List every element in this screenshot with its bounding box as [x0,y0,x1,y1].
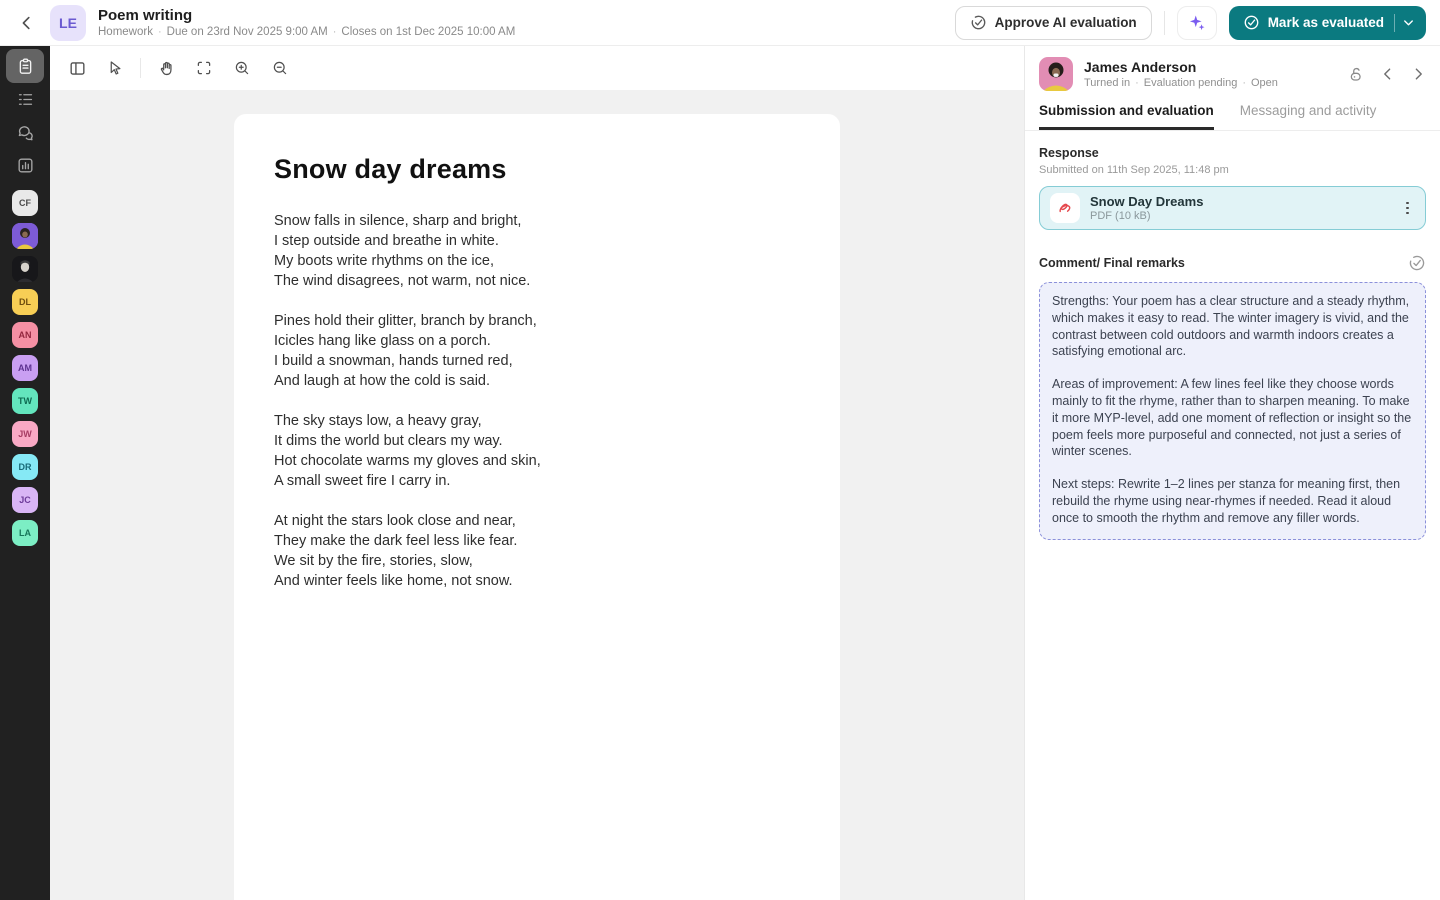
comment-paragraph-improvement: Areas of improvement: A few lines feel like they choose words mainly to fit the rhyme, rather than to sharpen meaning. To make it more MYP-level, add one moment of reflection or insight so the poem feels more purposeful and connected, not just a series of winter scenes. [1052,377,1412,459]
response-heading: Response [1039,146,1099,160]
sidebar-item-analytics[interactable] [6,149,44,182]
student-actions [1347,65,1426,84]
back-button[interactable] [14,10,40,36]
status-open: Open [1250,77,1278,89]
student-avatar[interactable]: DL [12,289,38,315]
person-photo-icon [12,256,38,282]
file-meta: PDF (10 kB) [1090,210,1151,222]
sidebar-item-messages[interactable] [6,116,44,149]
next-student-button[interactable] [1410,66,1426,82]
approve-button-label: Approve AI evaluation [994,15,1137,30]
clipboard-icon [16,57,35,76]
mark-button-label: Mark as evaluated [1267,15,1384,30]
document-viewer [50,46,1024,900]
poem-line: And winter feels like home, not snow. [274,573,513,589]
zoom-in-button[interactable] [225,51,259,85]
student-avatar-list [12,190,38,546]
check-circle-icon [1243,14,1260,31]
assignment-subtitle [98,26,515,38]
fit-screen-button[interactable] [187,51,221,85]
student-avatar[interactable]: DR [12,454,38,480]
assignment-header-texts [98,7,515,38]
poem-line: The sky stays low, a heavy gray, [274,413,482,429]
divider [1394,14,1395,32]
poem-line: Icicles hang like glass on a porch. [274,333,491,349]
chevron-left-icon [1380,66,1396,82]
sparkles-icon [1187,13,1207,33]
pan-tool-button[interactable] [149,51,183,85]
dot-separator: · [1135,77,1139,89]
previous-student-button[interactable] [1380,66,1396,82]
viewer-toolbar [50,46,1024,90]
poem-title: Snow day dreams [274,154,507,184]
lesson-badge: LE [50,5,86,41]
dot-separator: · [157,26,162,38]
poem-line: And laugh at how the cold is said. [274,373,491,389]
student-name: James Anderson [1084,59,1197,75]
sidebar-item-list[interactable] [6,83,44,116]
poem-line: The wind disagrees, not warm, not nice. [274,273,531,289]
student-avatar-photo[interactable] [12,256,38,282]
poem-stanza [274,411,800,491]
panel-tabs [1025,103,1440,131]
poem-line: Snow falls in silence, sharp and bright, [274,213,522,229]
poem-stanza [274,211,800,291]
student-avatar[interactable]: JW [12,421,38,447]
left-sidebar [0,46,50,900]
comment-paragraph-strengths: Strengths: Your poem has a clear structure and a steady rhythm, which makes it easy to read. The winter imagery is vivid, and the contrast between cold outdoors and warmth indoors creates a satisfying emotional arc. [1052,294,1410,359]
poem-line: I step outside and breathe in white. [274,233,499,249]
dot-separator: · [1242,77,1246,89]
zoom-in-icon [233,59,251,77]
poem-line: I build a snowman, hands turned red, [274,353,513,369]
sidebar-item-assignments[interactable] [6,49,44,83]
pdf-file-tile [1050,193,1080,223]
student-texts [1084,59,1278,89]
poem-body [274,211,800,591]
zoom-out-button[interactable] [263,51,297,85]
student-status [1084,77,1278,89]
assignment-closes: Closes on 1st Dec 2025 10:00 AM [341,26,516,38]
poem-line: They make the dark feel less like fear. [274,533,518,549]
poem-line: Hot chocolate warms my gloves and skin, [274,453,541,469]
student-avatar-photo [1039,57,1073,91]
zoom-out-icon [271,59,289,77]
student-avatar[interactable]: JC [12,487,38,513]
student-avatar[interactable]: TW [12,388,38,414]
chat-bubbles-icon [16,123,35,142]
hand-icon [157,59,176,78]
ai-comment-box[interactable] [1039,282,1426,540]
check-circle-icon [970,14,987,31]
student-header [1025,46,1440,91]
poem-line: It dims the world but clears my way. [274,433,503,449]
ai-assist-button[interactable] [1177,6,1217,40]
poem-line: My boots write rhythms on the ice, [274,253,494,269]
document-canvas[interactable] [50,90,1024,900]
mark-as-evaluated-button[interactable] [1229,6,1426,40]
submission-tab-content [1025,131,1440,555]
status-evaluation-pending: Evaluation pending [1143,77,1238,89]
dot-separator: · [332,26,337,38]
poem-line: At night the stars look close and near, [274,513,516,529]
student-avatar[interactable]: AM [12,355,38,381]
pdf-icon [1057,200,1073,216]
bar-chart-icon [16,156,35,175]
assignment-type: Homework [98,26,153,38]
check-circle-icon[interactable] [1408,254,1426,272]
poem-stanza [274,311,800,391]
cursor-icon [106,59,124,77]
comment-paragraph-next-steps: Next steps: Rewrite 1–2 lines per stanza for meaning first, then rebuild the rhyme using near-rhymes if needed. Read it aloud once to smooth the rhythm and remove any filler words. [1052,477,1401,525]
divider [140,58,141,78]
toggle-panel-button[interactable] [60,51,94,85]
fit-screen-icon [195,59,213,77]
chevron-down-icon[interactable] [1401,15,1416,30]
lock-open-icon [1347,65,1366,84]
poem-stanza [274,511,800,591]
student-avatar-photo[interactable] [12,223,38,249]
chevron-right-icon [1410,66,1426,82]
submitted-timestamp: Submitted on 11th Sep 2025, 11:48 pm [1039,164,1229,176]
panel-toggle-icon [68,59,87,78]
unlock-button[interactable] [1347,65,1366,84]
file-texts [1090,194,1203,222]
approve-ai-evaluation-button[interactable] [955,6,1152,40]
poem-line: A small sweet fire I carry in. [274,473,451,489]
comment-section-header [1039,254,1426,272]
assignment-due: Due on 23rd Nov 2025 9:00 AM [166,26,328,38]
chevron-left-icon [18,14,36,32]
person-photo-icon [1039,57,1073,91]
comment-heading: Comment/ Final remarks [1039,256,1185,270]
student-avatar[interactable]: AN [12,322,38,348]
file-menu-icon[interactable] [1400,196,1415,221]
top-header [0,0,1440,46]
poem-line: We sit by the fire, stories, slow, [274,553,473,569]
page-title: Poem writing [98,7,193,24]
file-name: Snow Day Dreams [1090,194,1204,209]
student-avatar[interactable]: LA [12,520,38,546]
status-turned-in: Turned in [1084,77,1131,89]
header-actions [955,6,1426,40]
list-icon [16,90,35,109]
tab-messaging-and-activity[interactable]: Messaging and activity [1239,103,1377,118]
evaluation-panel [1024,46,1440,900]
person-photo-icon [12,223,38,249]
tab-submission-and-evaluation[interactable]: Submission and evaluation [1039,103,1214,130]
student-avatar[interactable]: CF [12,190,38,216]
submission-page [234,114,840,900]
divider [1164,11,1165,35]
poem-line: Pines hold their glitter, branch by branch, [274,313,537,329]
submission-file-card[interactable] [1039,186,1426,230]
select-tool-button[interactable] [98,51,132,85]
